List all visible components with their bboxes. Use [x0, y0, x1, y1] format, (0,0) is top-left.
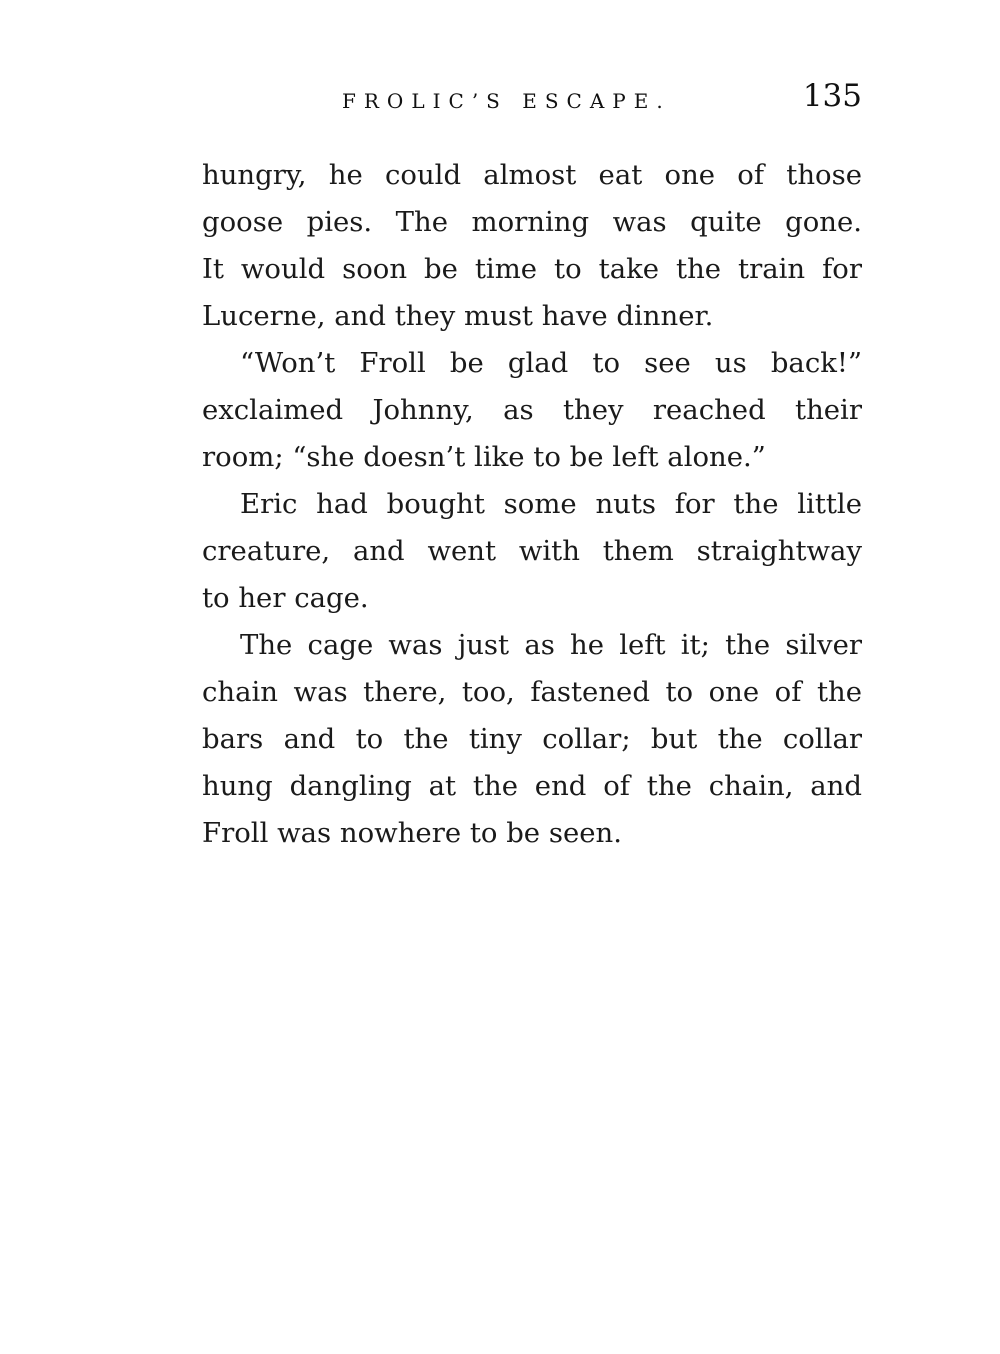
text-line: Froll was nowhere to be seen. — [202, 817, 622, 849]
text-line: The cage was just as he left it; the silver — [240, 629, 862, 661]
text-line: “Won’t Froll be glad to see us back!” — [240, 347, 862, 379]
text-line: hungry, he could almost eat one of those — [202, 159, 862, 191]
text-line: exclaimed Johnny, as they reached their — [202, 394, 862, 426]
body-text — [202, 152, 862, 857]
text-line: Eric had bought some nuts for the little — [240, 488, 862, 520]
text-line: bars and to the tiny collar; but the collar — [202, 723, 862, 755]
text-line: hung dangling at the end of the chain, and — [202, 770, 862, 802]
text-line: to her cage. — [202, 582, 369, 614]
text-line: Lucerne, and they must have dinner. — [202, 300, 714, 332]
page-number: 135 — [802, 78, 862, 114]
text-line: It would soon be time to take the train for — [202, 253, 862, 285]
text-line: room; “she doesn’t like to be left alone.” — [202, 441, 766, 473]
running-title: FROLIC’S ESCAPE. — [342, 89, 671, 113]
text-line: creature, and went with them straightway — [202, 535, 862, 567]
running-head — [202, 78, 862, 124]
text-line: chain was there, too, fastened to one of the — [202, 676, 862, 708]
text-line: goose pies. The morning was quite gone. — [202, 206, 862, 238]
